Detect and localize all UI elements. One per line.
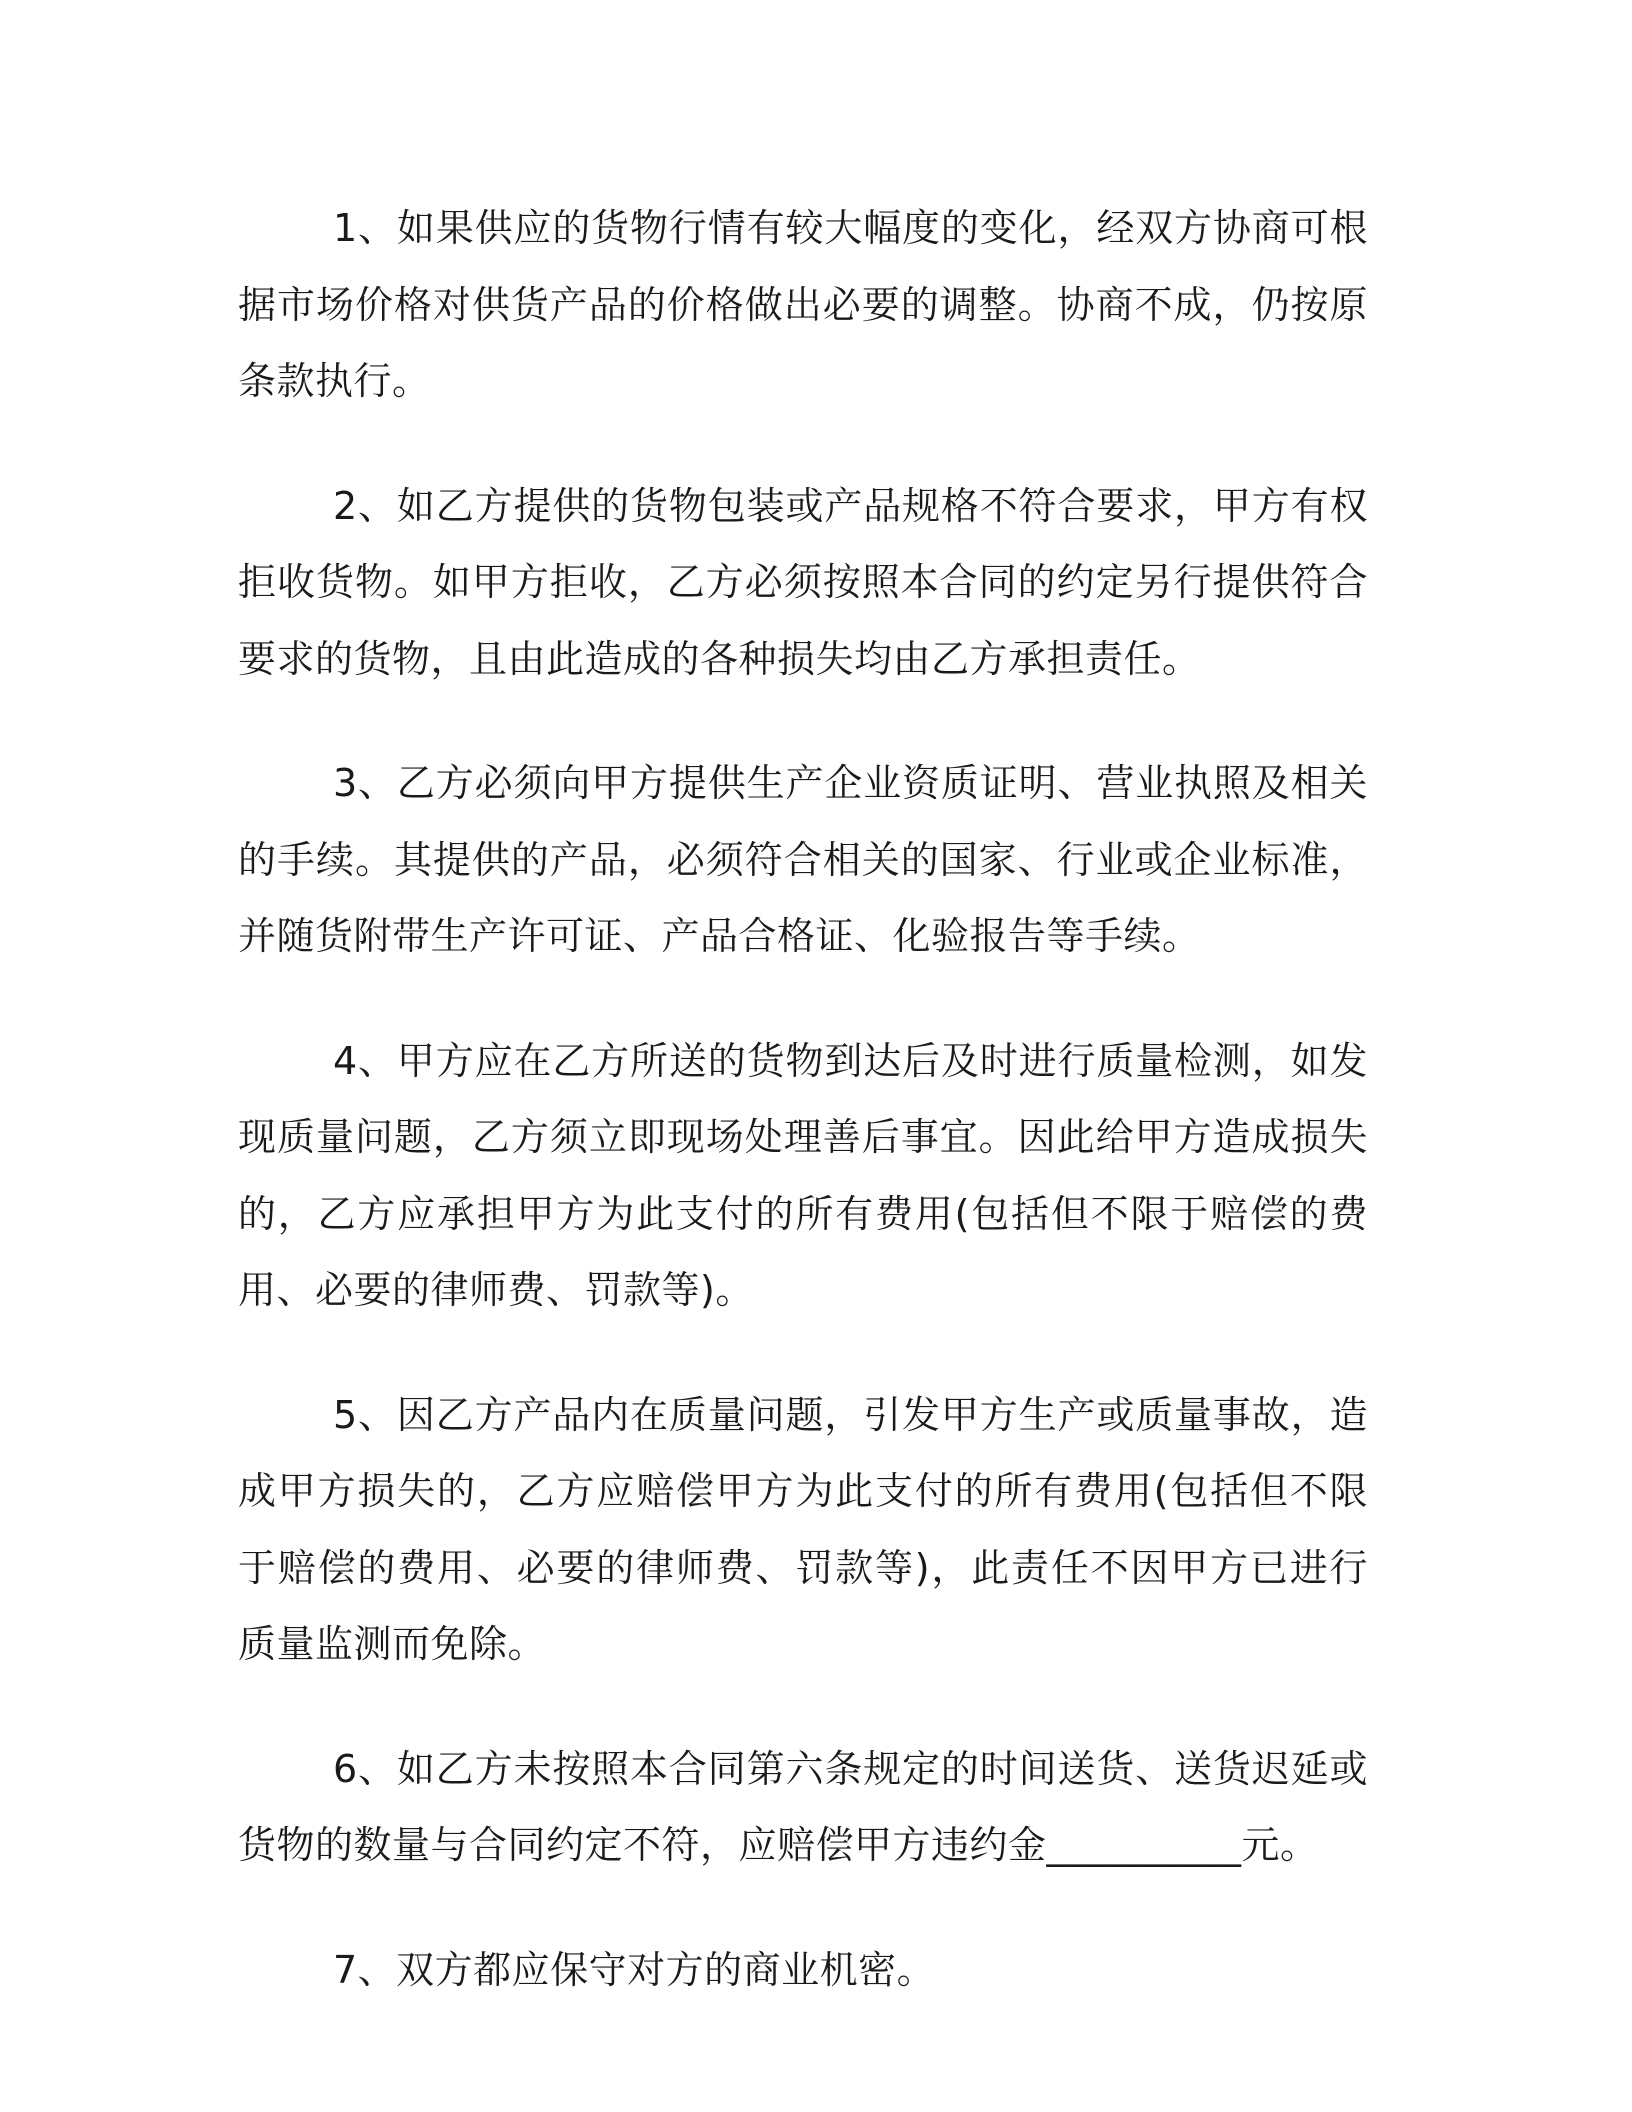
clause-5-paragraph: 5、因乙方产品内在质量问题，引发甲方生产或质量事故，造成甲方损失的，乙方应赔偿甲方为此支付的所有费用(包括但不限于赔偿的费用、必要的律师费、罚款等)，此责任不因甲方已进行质量监测而免除。 xyxy=(238,1392,1368,1666)
clause-7-paragraph: 7、双方都应保守对方的商业机密。 xyxy=(333,1947,936,1992)
clause-3-paragraph: 3、乙方必须向甲方提供生产企业资质证明、营业执照及相关的手续。其提供的产品，必须符合相关的国家、行业或企业标准，并随货附带生产许可证、产品合格证、化验报告等手续。 xyxy=(238,761,1368,958)
document-page xyxy=(238,190,1368,2056)
clause-2-paragraph: 2、如乙方提供的货物包装或产品规格不符合要求，甲方有权拒收货物。如甲方拒收，乙方必须按照本合同的约定另行提供符合要求的货物，且由此造成的各种损失均由乙方承担责任。 xyxy=(238,483,1368,681)
clause-4-paragraph: 4、甲方应在乙方所送的货物到达后及时进行质量检测，如发现质量问题，乙方须立即现场处理善后事宜。因此给甲方造成损失的，乙方应承担甲方为此支付的所有费用(包括但不限于赔偿的费用、必要的律师费、罚款等)。 xyxy=(238,1038,1368,1312)
clause-6-paragraph: 6、如乙方未按照本合同第六条规定的时间送货、送货迟延或货物的数量与合同约定不符，应赔偿甲方违约金__________元。 xyxy=(238,1746,1368,1867)
clause-1-paragraph: 1、如果供应的货物行情有较大幅度的变化，经双方协商可根据市场价格对供货产品的价格做出必要的调整。协商不成，仍按原条款执行。 xyxy=(238,206,1368,403)
